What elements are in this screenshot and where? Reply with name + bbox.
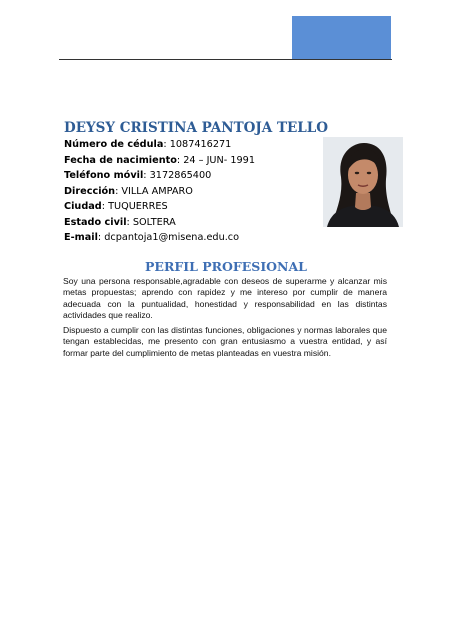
- info-label: Estado civil: [64, 216, 127, 228]
- info-label: E-mail: [64, 232, 98, 243]
- person-portrait-icon: [323, 137, 403, 227]
- section-title-profile: PERFIL PROFESIONAL: [145, 259, 307, 274]
- info-label: Ciudad: [64, 201, 102, 212]
- profile-paragraph: Dispuesto a cumplir con las distintas funciones, obligaciones y normas laborales que tengan establecidas, me presento con gran entusiasmo a vuestra entidad, y así formar parte del cumplimiento de metas planteadas en vuestra misión.: [63, 325, 387, 358]
- personal-info: [64, 137, 314, 246]
- info-label: Número de cédula: [64, 139, 164, 150]
- candidate-name: DEYSY CRISTINA PANTOJA TELLO: [64, 120, 329, 136]
- info-label: Dirección: [64, 185, 116, 197]
- info-value: : SOLTERA: [126, 216, 176, 228]
- info-value: : 24 – JUN- 1991: [176, 154, 255, 166]
- info-value: : dcpantoja1@misena.edu.co: [97, 232, 240, 243]
- profile-photo: [323, 137, 403, 227]
- header-divider: [59, 59, 392, 60]
- info-city: [64, 199, 314, 215]
- info-id-number: [64, 137, 314, 153]
- info-birth-date: [64, 153, 314, 169]
- info-address: [64, 184, 314, 200]
- info-value: : TUQUERRES: [101, 201, 168, 212]
- info-mobile-phone: [64, 168, 314, 184]
- info-label: Fecha de nacimiento: [64, 154, 177, 166]
- header-accent-block: [292, 16, 391, 60]
- info-value: : 1087416271: [163, 139, 232, 150]
- info-marital-status: [64, 215, 314, 231]
- info-value: : 3172865400: [143, 170, 212, 181]
- profile-paragraph: Soy una persona responsable,agradable con deseos de superarme y alcanzar mis metas propuestas; aprendo con rapidez y me intereso por cumplir de manera adecuada con la puntualidad, honestidad y responsabilidad en las distintas actividades que realizo.: [63, 276, 387, 320]
- info-label: Teléfono móvil: [64, 170, 144, 181]
- info-email: [64, 230, 314, 246]
- info-value: : VILLA AMPARO: [115, 185, 193, 197]
